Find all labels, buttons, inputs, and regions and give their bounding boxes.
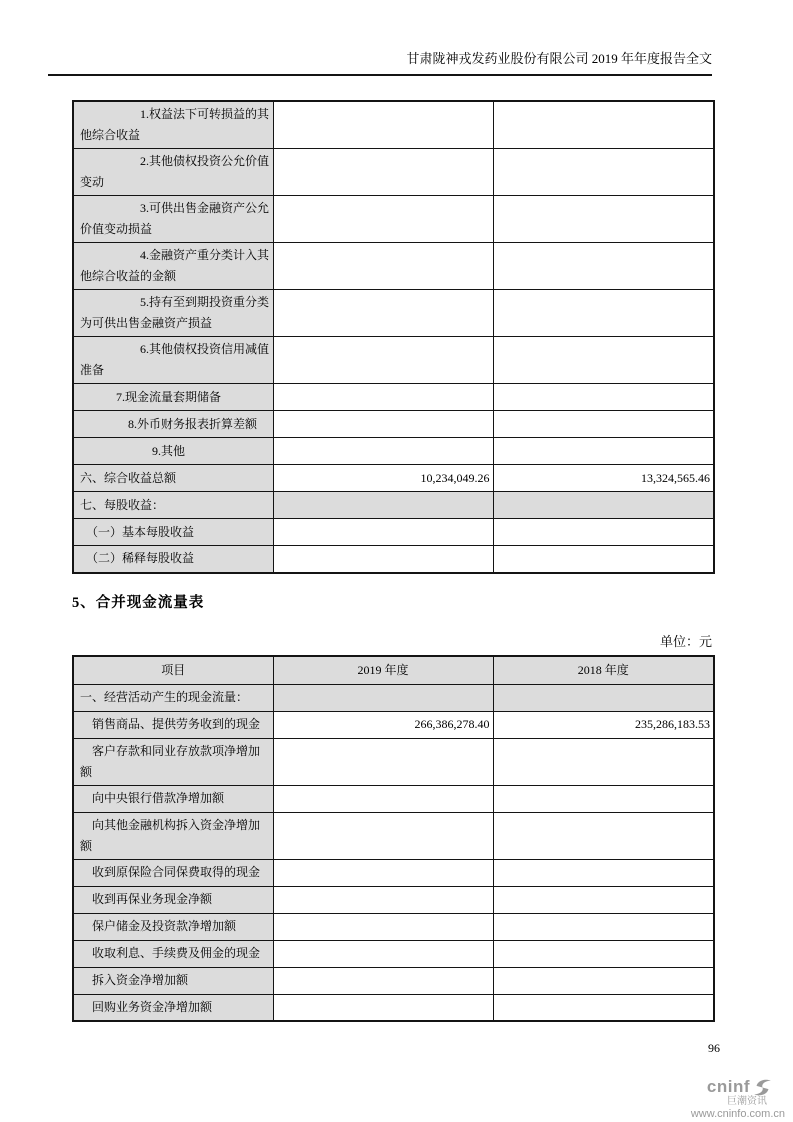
- table-row: [73, 438, 714, 465]
- value-cell: [273, 913, 493, 940]
- table-row: [73, 337, 714, 384]
- table-row: [73, 243, 714, 290]
- item-label-cell: 七、每股收益：: [73, 492, 273, 519]
- value-cell: [493, 196, 714, 243]
- item-label-cell: 回购业务资金净增加额: [73, 994, 273, 1021]
- value-cell: [493, 738, 714, 785]
- table-row: [73, 290, 714, 337]
- item-label-cell: （一）基本每股收益: [73, 519, 273, 546]
- item-label-cell: 销售商品、提供劳务收到的现金: [73, 711, 273, 738]
- value-cell: [273, 149, 493, 196]
- section-5-heading: 5、合并现金流量表: [72, 595, 205, 611]
- page-number: 96: [708, 1041, 720, 1055]
- value-cell: [493, 913, 714, 940]
- table-row: [73, 738, 714, 785]
- table-row: [73, 940, 714, 967]
- value-cell: [273, 243, 493, 290]
- cninfo-swirl-icon: [752, 1077, 773, 1098]
- value-cell: [493, 149, 714, 196]
- table-row: [73, 913, 714, 940]
- item-label-cell: 收取利息、手续费及佣金的现金: [73, 940, 273, 967]
- table-row: [73, 812, 714, 859]
- item-label-cell: 六、综合收益总额: [73, 465, 273, 492]
- cninfo-subtitle: 巨潮资讯: [727, 1096, 767, 1107]
- item-label-cell: 向其他金融机构拆入资金净增加额: [73, 812, 273, 859]
- value-cell: [273, 546, 493, 573]
- item-label-cell: 收到原保险合同保费取得的现金: [73, 859, 273, 886]
- cninfo-url: www.cninfo.com.cn: [690, 1108, 785, 1120]
- value-cell: 266,386,278.40: [273, 711, 493, 738]
- value-cell: [493, 290, 714, 337]
- table-row: [73, 994, 714, 1021]
- item-label-cell: 收到再保业务现金净额: [73, 886, 273, 913]
- item-label-cell: 保户储金及投资款净增加额: [73, 913, 273, 940]
- item-label-cell: 9.其他: [73, 438, 273, 465]
- value-cell: [493, 967, 714, 994]
- value-cell: [273, 438, 493, 465]
- item-label-cell: 拆入资金净增加额: [73, 967, 273, 994]
- cash-flow-table: [72, 655, 715, 1022]
- value-cell: [493, 940, 714, 967]
- table-row: [73, 384, 714, 411]
- value-cell: [493, 337, 714, 384]
- item-label-cell: （二）稀释每股收益: [73, 546, 273, 573]
- value-cell: [273, 337, 493, 384]
- value-cell: [273, 812, 493, 859]
- column-header-item: 项目: [73, 656, 273, 684]
- table-row: [73, 465, 714, 492]
- item-label-cell: 8.外币财务报表折算差额: [73, 411, 273, 438]
- value-cell: [493, 519, 714, 546]
- value-cell: [493, 859, 714, 886]
- item-label-cell: 6.其他债权投资信用减值准备: [73, 337, 273, 384]
- table-row: [73, 684, 714, 711]
- value-cell: [273, 101, 493, 149]
- value-cell: [273, 492, 493, 519]
- value-cell: [493, 994, 714, 1021]
- value-cell: [493, 546, 714, 573]
- value-cell: [493, 438, 714, 465]
- column-header-2019: 2019 年度: [273, 656, 493, 684]
- table-row: [73, 546, 714, 573]
- table-row: [73, 196, 714, 243]
- item-label-cell: 2.其他债权投资公允价值变动: [73, 149, 273, 196]
- item-label-cell: 向中央银行借款净增加额: [73, 785, 273, 812]
- header-divider: [48, 74, 712, 76]
- value-cell: [273, 738, 493, 785]
- value-cell: [273, 785, 493, 812]
- value-cell: [273, 519, 493, 546]
- item-label-cell: 客户存款和同业存放款项净增加额: [73, 738, 273, 785]
- value-cell: [273, 994, 493, 1021]
- value-cell: [273, 411, 493, 438]
- report-header-title: 甘肃陇神戎发药业股份有限公司 2019 年年度报告全文: [406, 51, 712, 66]
- value-cell: [493, 684, 714, 711]
- table-header-row: [73, 656, 714, 684]
- value-cell: [273, 384, 493, 411]
- value-cell: [493, 886, 714, 913]
- value-cell: [493, 101, 714, 149]
- table-row: [73, 886, 714, 913]
- item-label-cell: 3.可供出售金融资产公允价值变动损益: [73, 196, 273, 243]
- value-cell: [273, 886, 493, 913]
- value-cell: [493, 812, 714, 859]
- table-row: [73, 149, 714, 196]
- cninfo-brand-text: cninf: [706, 1077, 750, 1097]
- value-cell: [493, 785, 714, 812]
- comprehensive-income-table: [72, 100, 715, 574]
- value-cell: [273, 290, 493, 337]
- value-cell: [493, 492, 714, 519]
- item-label-cell: 1.权益法下可转损益的其他综合收益: [73, 101, 273, 149]
- table-row: [73, 711, 714, 738]
- table-row: [73, 859, 714, 886]
- table-row: [73, 101, 714, 149]
- item-label-cell: 7.现金流量套期储备: [73, 384, 273, 411]
- unit-label: 单位：元: [659, 634, 712, 649]
- value-cell: 235,286,183.53: [493, 711, 714, 738]
- cninfo-logo: [682, 1077, 787, 1120]
- value-cell: [273, 196, 493, 243]
- item-label-cell: 4.金融资产重分类计入其他综合收益的金额: [73, 243, 273, 290]
- value-cell: 10,234,049.26: [273, 465, 493, 492]
- table-row: [73, 785, 714, 812]
- value-cell: [493, 384, 714, 411]
- item-label-cell: 5.持有至到期投资重分类为可供出售金融资产损益: [73, 290, 273, 337]
- table-row: [73, 492, 714, 519]
- column-header-2018: 2018 年度: [493, 656, 714, 684]
- value-cell: [273, 967, 493, 994]
- item-label-cell: 一、经营活动产生的现金流量：: [73, 684, 273, 711]
- value-cell: [273, 684, 493, 711]
- table-row: [73, 967, 714, 994]
- value-cell: 13,324,565.46: [493, 465, 714, 492]
- table-row: [73, 411, 714, 438]
- value-cell: [493, 411, 714, 438]
- table-row: [73, 519, 714, 546]
- value-cell: [273, 859, 493, 886]
- value-cell: [493, 243, 714, 290]
- value-cell: [273, 940, 493, 967]
